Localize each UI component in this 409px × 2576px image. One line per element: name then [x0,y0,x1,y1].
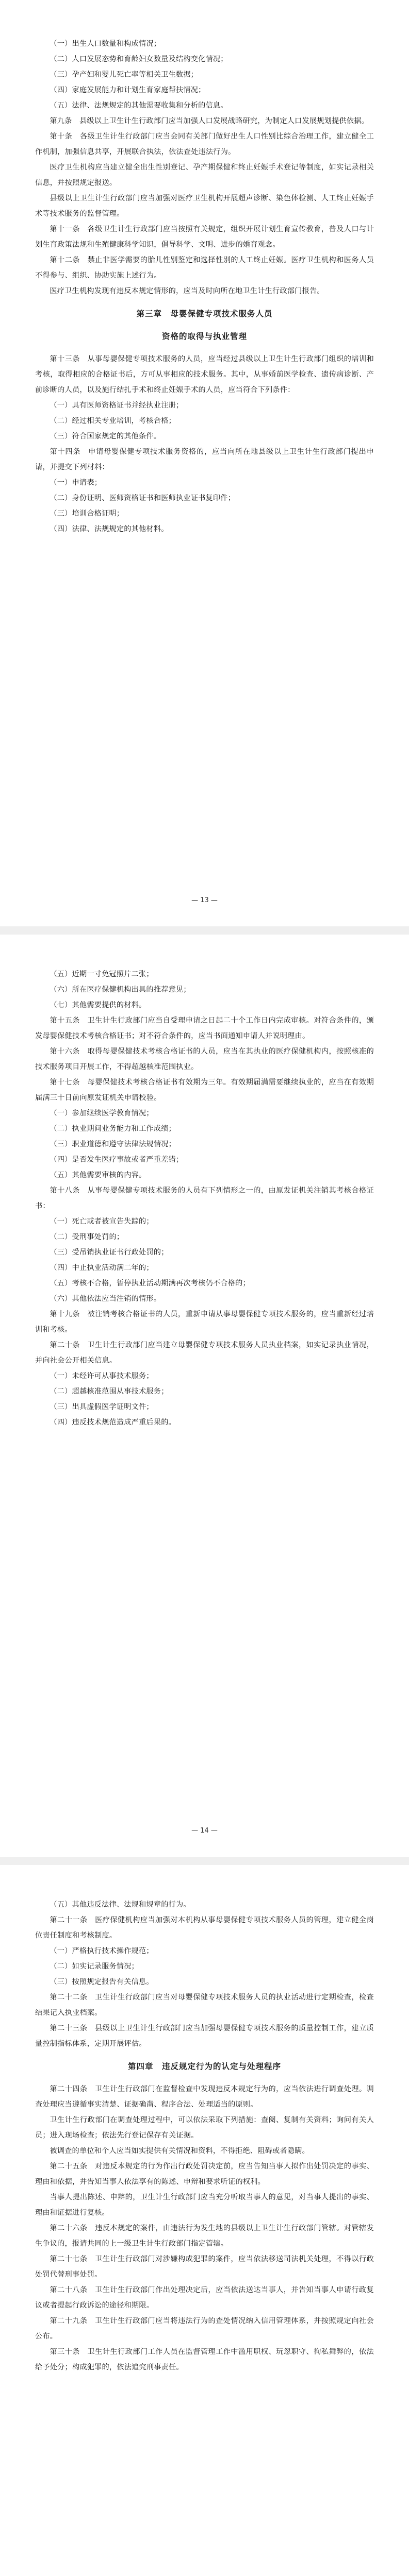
paragraph: 第十九条 被注销考核合格证书的人员，重新申请从事母婴保健专项技术服务的，应当重新经过培训和考核。 [35,1310,374,1334]
document-page [0,967,409,1811]
paragraph: 第十六条 取得母婴保健技术考核合格证书的人员，应当在其执业的医疗保健机构内，按照核准的技术服务项目开展工作，不得超越核准范围执业。 [35,1047,374,1071]
paragraph: （五）其他违反法律、法规和规章的行为。 [50,1901,191,1909]
chapter-heading: 资格的取得与执业管理 [161,331,247,341]
paragraph: 第十四条 申请母婴保健专项技术服务资格的，应当向所在地县级以上卫生计生行政部门提出申请，并提交下列材料： [35,448,374,471]
paragraph: （三）培训合格证明； [50,510,124,518]
page-number: — 13 — [191,896,218,904]
chapter-heading: 第三章 母婴保健专项技术服务人员 [136,309,273,318]
paragraph: 第二十四条 卫生计生行政部门在监督检查中发现违反本规定行为的，应当依法进行调查处理。调查处理应当遵循事实清楚、证据确凿、程序合法、处理适当的原则。 [35,2085,374,2109]
paragraph: 第十五条 卫生计生行政部门应当自受理申请之日起二十个工作日内完成审核。对符合条件的，颁发母婴保健技术考核合格证书；对不符合条件的，应当书面通知申请人并说明理由。 [35,1016,374,1040]
paragraph: （二）受刑事处罚的； [50,1233,124,1241]
paragraph: （一）申请表； [50,479,102,487]
chapter-heading: 第四章 违反规定行为的认定与处理程序 [127,2061,281,2071]
paragraph: （一）出生人口数量和构成情况； [50,40,161,48]
paragraph: （一）未经许可从事技术服务； [50,1372,154,1380]
paragraph: （四）是否发生医疗事故或者严重差错； [50,1156,184,1164]
paragraph: （三）受吊销执业证书行政处罚的； [50,1248,169,1257]
document-page [0,1897,409,2576]
paragraph: （一）具有医师资格证书并经执业注册； [50,401,184,410]
paragraph: 第十八条 从事母婴保健专项技术服务的人员有下列情形之一的，由原发证机关注销其考核合格证书： [35,1187,374,1210]
paragraph: 第二十条 卫生计生行政部门应当建立母婴保健专项技术服务人员执业档案，如实记录执业情况，并向社会公开相关信息。 [35,1341,374,1365]
paragraph: （二）身份证明、医师资格证书和医师执业证书复印件； [50,494,236,502]
paragraph: 第三十条 卫生计生行政部门工作人员在监督管理工作中滥用职权、玩忽职守、徇私舞弊的，依法给予处分；构成犯罪的，依法追究刑事责任。 [35,2348,374,2371]
paragraph: （七）其他需要提供的材料。 [50,1001,146,1009]
paragraph: （六）其他依法应当注销的情形。 [50,1295,161,1303]
paragraph: （二）如实记录服务情况； [50,1962,139,1971]
paragraph: （三）职业道德和遵守法律法规情况； [50,1140,176,1148]
paragraph: 当事人提出陈述、申辩的，卫生计生行政部门应当充分听取当事人的意见，对当事人提出的事实、理由和证据进行复核。 [35,2193,374,2217]
paragraph: 第二十六条 违反本规定的案件，由违法行为发生地的县级以上卫生计生行政部门管辖。对管辖发生争议的，报请共同的上一级卫生计生行政部门指定管辖。 [35,2224,374,2248]
paragraph: 第二十七条 卫生计生行政部门对涉嫌构成犯罪的案件，应当依法移送司法机关处理，不得以行政处罚代替刑事处罚。 [35,2255,374,2279]
paragraph: 医疗卫生机构应当建立健全出生性别登记、孕产期保健和终止妊娠手术登记等制度，如实记录相关信息，并按照规定报送。 [35,163,374,187]
paragraph: 第二十三条 县级以上卫生计生行政部门应当加强母婴保健专项技术服务的质量控制工作，建立质量控制指标体系，定期开展评估。 [35,2024,374,2048]
paragraph: 第十一条 各级卫生计生行政部门应当按照有关规定，组织开展计划生育宣传教育，普及人口与计划生育政策法规和生殖健康科学知识，倡导科学、文明、进步的婚育观念。 [35,225,374,249]
paragraph: 第十二条 禁止非医学需要的胎儿性别鉴定和选择性别的人工终止妊娠。医疗卫生机构和医务人员不得参与、组织、协助实施上述行为。 [35,256,374,280]
paragraph: （二）经过相关专业培训，考核合格； [50,417,176,425]
paragraph: 第十条 各级卫生计生行政部门应当会同有关部门做好出生人口性别比综合治理工作，建立健全工作机制，加强信息共享，开展联合执法，依法查处违法行为。 [35,132,374,156]
paragraph: 第二十二条 卫生计生行政部门应当对母婴保健专项技术服务人员的执业活动进行定期检查，检查结果记入执业档案。 [35,1993,374,2017]
paragraph: 第二十一条 医疗保健机构应当加强对本机构从事母婴保健专项技术服务人员的管理，建立健全岗位责任制度和考核制度。 [35,1916,374,1940]
paragraph: 第二十八条 卫生计生行政部门作出处理决定后，应当依法送达当事人，并告知当事人申请行政复议或者提起行政诉讼的途径和期限。 [35,2286,374,2310]
paragraph: （二）执业期间业务能力和工作成绩； [50,1125,176,1133]
paragraph: （五）考核不合格，暂停执业活动期满再次考核仍不合格的； [50,1279,250,1287]
paragraph: （一）严格执行技术操作规范； [50,1947,154,1955]
paragraph: 医疗卫生机构发现有违反本规定情形的，应当及时向所在地卫生计生行政部门报告。 [50,287,324,295]
paragraph: 被调查的单位和个人应当如实提供有关情况和资料，不得拒绝、阻碍或者隐瞒。 [50,2147,309,2155]
paragraph: （四）法律、法规规定的其他材料。 [50,525,169,533]
paragraph: （一）死亡或者被宣告失踪的； [50,1217,154,1226]
paragraph: （五）近期一寸免冠照片二张； [50,970,154,978]
paragraph: （三）按照规定报告有关信息。 [50,1978,154,1986]
page-separator [0,926,409,935]
paragraph: 第九条 县级以上卫生计生行政部门应当加强人口发展战略研究，为制定人口发展规划提供依据。 [50,117,369,125]
paragraph: 县级以上卫生计生行政部门应当加强对医疗卫生机构开展超声诊断、染色体检测、人工终止妊娠手术等技术服务的监督管理。 [35,194,374,218]
paragraph: （四）家庭发展能力和计划生育家庭帮扶情况； [50,86,206,94]
paragraph: 第二十五条 对违反本规定的行为作出行政处罚决定前，应当告知当事人拟作出处罚决定的事实、理由和依据，并告知当事人依法享有的陈述、申辩和要求听证的权利。 [35,2162,374,2186]
page-number: — 14 — [191,1827,218,1835]
paragraph: （四）中止执业活动满二年的； [50,1264,154,1272]
paragraph: 卫生计生行政部门在调查处理过程中，可以依法采取下列措施：查阅、复制有关资料；询问有关人员；进入现场检查；依法先行登记保存有关证据。 [35,2116,374,2140]
paragraph: （五）其他需要审核的内容。 [50,1171,146,1179]
paragraph: 第十七条 母婴保健技术考核合格证书有效期为三年。有效期届满需要继续执业的，应当在有效期届满三十日前向原发证机关申请校验。 [35,1078,374,1102]
paragraph: （四）违反技术规范造成严重后果的。 [50,1418,176,1427]
paragraph: （二）人口发展态势和育龄妇女数量及结构变化情况； [50,55,228,63]
paragraph: （三）孕产妇和婴儿死亡率等相关卫生数据； [50,71,199,79]
paragraph: （六）所在医疗保健机构出具的推荐意见； [50,986,191,994]
page-separator [0,1857,409,1865]
paragraph: （一）参加继续医学教育情况； [50,1109,154,1117]
document-page [0,36,409,881]
paragraph: （三）符合国家规定的其他条件。 [50,432,161,440]
paragraph: （三）出具虚假医学证明文件； [50,1403,154,1411]
paragraph: 第二十九条 卫生计生行政部门应当将违法行为的查处情况纳入信用管理体系，并按照规定向社会公布。 [35,2317,374,2341]
paragraph: （二）超越核准范围从事技术服务； [50,1387,169,1396]
paragraph: 第十三条 从事母婴保健专项技术服务的人员，应当经过县级以上卫生计生行政部门组织的培训和考核，取得相应的合格证书后，方可从事相应的技术服务。其中，从事婚前医学检查、遗传病诊断、产前诊断的人员，以及施行结扎手术和终止妊娠手术的人员，应当符合下列条件： [35,355,374,394]
paragraph: （五）法律、法规规定的其他需要收集和分析的信息。 [50,101,228,110]
